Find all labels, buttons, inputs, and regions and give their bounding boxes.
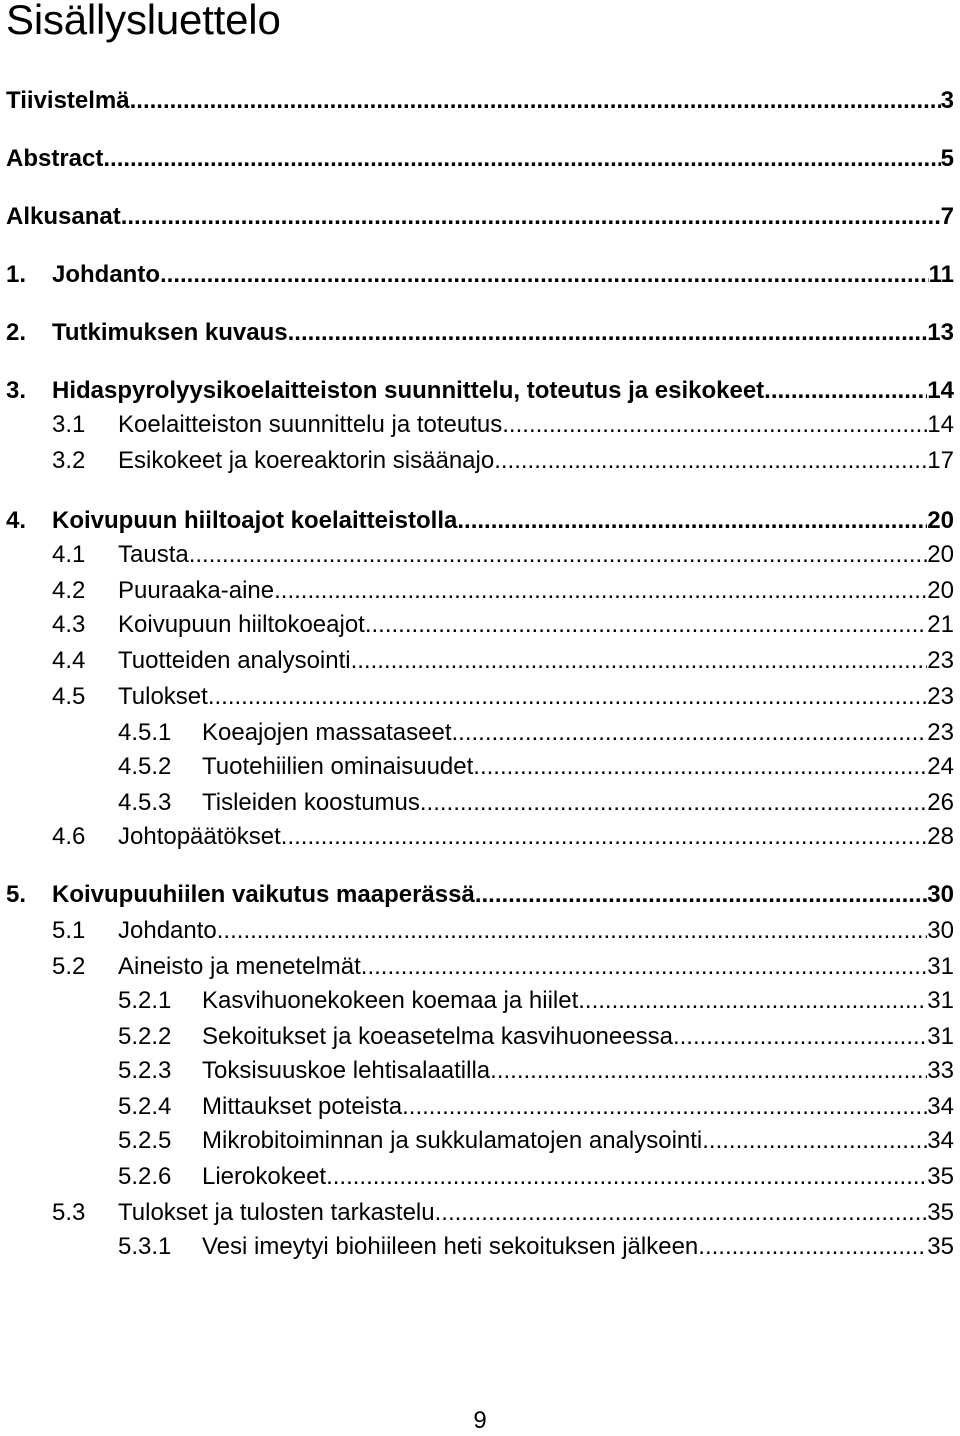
- toc-entry-number: 4.6: [52, 823, 86, 850]
- toc-entry-label: Hidaspyrolyysikoelaitteiston suunnittelu, toteutus ja esikokeet: [52, 377, 765, 404]
- toc-dot-leader: [189, 540, 928, 570]
- toc-entry-number: 4.4: [52, 647, 86, 674]
- toc-entry-label: Esikokeet ja koereaktorin sisäänajo: [118, 447, 495, 474]
- toc-entry-page: 3: [940, 87, 954, 114]
- toc-dot-leader: [361, 952, 928, 982]
- toc-dot-leader: [351, 646, 928, 676]
- toc-dot-leader: [208, 682, 927, 712]
- toc-entry-number: 3.: [6, 377, 27, 404]
- page-title: Sisällysluettelo: [6, 0, 281, 43]
- toc-entry-number: 5.2.3: [118, 1057, 172, 1084]
- toc-entry[interactable]: [52, 952, 954, 982]
- toc-entry-number: 5.2.2: [118, 1023, 172, 1050]
- toc-dot-leader: [365, 610, 927, 640]
- toc-entry-label: Kasvihuonekokeen koemaa ja hiilet: [202, 987, 579, 1014]
- toc-entry-page: 23: [927, 719, 954, 746]
- toc-entry-label: Puuraaka-aine: [118, 577, 275, 604]
- toc-entry-page: 28: [927, 823, 954, 850]
- toc-dot-leader: [475, 880, 927, 910]
- toc-entry-page: 33: [927, 1057, 954, 1084]
- toc-entry[interactable]: [6, 376, 954, 406]
- toc-entry-label: Koivupuun hiiltoajot koelaitteistolla: [52, 507, 458, 534]
- toc-entry-label: Lierokokeet: [202, 1163, 327, 1190]
- toc-entry[interactable]: [118, 788, 954, 818]
- toc-entry-number: 4.: [6, 507, 27, 534]
- toc-entry-page: 23: [927, 683, 954, 710]
- toc-entry[interactable]: [6, 318, 954, 348]
- toc-dot-leader: [578, 986, 927, 1016]
- toc-entry-page: 7: [940, 203, 954, 230]
- toc-dot-leader: [326, 1162, 927, 1192]
- toc-entry-page: 13: [927, 319, 954, 346]
- toc-entry-label: Koeajojen massataseet: [202, 719, 452, 746]
- toc-entry-page: 30: [927, 917, 954, 944]
- toc-entry-label: Koivupuun hiiltokoeajot: [118, 611, 365, 638]
- toc-dot-leader: [288, 318, 928, 348]
- toc-entry-label: Tuotteiden analysointi: [118, 647, 351, 674]
- toc-entry[interactable]: [118, 1232, 954, 1262]
- toc-entry-label: Johtopäätökset: [118, 823, 281, 850]
- toc-entry-page: 17: [927, 447, 954, 474]
- toc-dot-leader: [473, 752, 927, 782]
- toc-dot-leader: [457, 506, 927, 536]
- toc-dot-leader: [435, 1198, 928, 1228]
- toc-entry-page: 14: [927, 411, 954, 438]
- toc-entry[interactable]: [52, 1198, 954, 1228]
- toc-entry-number: 1.: [6, 261, 27, 288]
- toc-entry[interactable]: [118, 1162, 954, 1192]
- toc-entry-page: 35: [927, 1233, 954, 1260]
- toc-entry-label: Johdanto: [52, 261, 160, 288]
- toc-entry[interactable]: [52, 822, 954, 852]
- toc-dot-leader: [402, 1092, 927, 1122]
- toc-entry-number: 5.1: [52, 917, 86, 944]
- toc-entry-number: 5.2.6: [118, 1163, 172, 1190]
- toc-entry-number: 2.: [6, 319, 27, 346]
- toc-entry-label: Tausta: [118, 541, 189, 568]
- toc-dot-leader: [698, 1232, 927, 1262]
- toc-dot-leader: [702, 1126, 927, 1156]
- toc-dot-leader: [281, 822, 928, 852]
- toc-entry-label: Tulokset: [118, 683, 208, 710]
- toc-entry[interactable]: [52, 540, 954, 570]
- toc-entry[interactable]: [52, 682, 954, 712]
- toc-entry[interactable]: [6, 86, 954, 116]
- toc-entry-page: 35: [927, 1199, 954, 1226]
- toc-entry-page: 20: [927, 541, 954, 568]
- toc-dot-leader: [217, 916, 928, 946]
- toc-entry-label: Mittaukset poteista: [202, 1093, 403, 1120]
- toc-entry-number: 4.5.3: [118, 789, 172, 816]
- toc-entry[interactable]: [52, 610, 954, 640]
- toc-entry-number: 3.1: [52, 411, 86, 438]
- toc-entry-page: 11: [928, 261, 954, 288]
- toc-entry-label: Sekoitukset ja koeasetelma kasvihuoneessa: [202, 1023, 673, 1050]
- toc-entry-page: 34: [927, 1093, 954, 1120]
- toc-entry-number: 4.5: [52, 683, 86, 710]
- toc-entry[interactable]: [52, 446, 954, 476]
- toc-entry-label: Tutkimuksen kuvaus: [52, 319, 288, 346]
- toc-entry-number: 4.5.1: [118, 719, 172, 746]
- toc-entry-number: 4.3: [52, 611, 86, 638]
- toc-entry-page: 5: [940, 145, 954, 172]
- toc-entry-label: Vesi imeytyi biohiileen heti sekoituksen jälkeen: [202, 1233, 699, 1260]
- toc-entry-label: Koelaitteiston suunnittelu ja toteutus: [118, 411, 503, 438]
- toc-entry-page: 31: [927, 953, 954, 980]
- toc-entry-page: 21: [927, 611, 954, 638]
- toc-dot-leader: [502, 410, 927, 440]
- toc-entry-page: 31: [927, 1023, 954, 1050]
- toc-entry[interactable]: [6, 260, 954, 290]
- toc-entry[interactable]: [52, 916, 954, 946]
- toc-entry-label: Abstract: [6, 145, 104, 172]
- toc-entry[interactable]: [52, 646, 954, 676]
- toc-entry-number: 3.2: [52, 447, 86, 474]
- toc-entry-page: 14: [927, 377, 954, 404]
- toc-entry-page: 24: [927, 753, 954, 780]
- toc-entry-page: 31: [927, 987, 954, 1014]
- toc-entry-label: Mikrobitoiminnan ja sukkulamatojen analysointi: [202, 1127, 703, 1154]
- toc-entry-label: Aineisto ja menetelmät: [118, 953, 361, 980]
- toc-dot-leader: [274, 576, 927, 606]
- toc-entry[interactable]: [118, 1022, 954, 1052]
- toc-entry[interactable]: [118, 718, 954, 748]
- toc-entry-number: 5.2: [52, 953, 86, 980]
- toc-entry-page: 20: [927, 577, 954, 604]
- toc-dot-leader: [160, 260, 929, 290]
- toc-entry-label: Tisleiden koostumus: [202, 789, 420, 816]
- toc-entry[interactable]: [118, 1056, 954, 1086]
- toc-entry-label: Koivupuuhiilen vaikutus maaperässä: [52, 881, 475, 908]
- toc-entry[interactable]: [6, 202, 954, 232]
- toc-entry-page: 34: [927, 1127, 954, 1154]
- toc-dot-leader: [420, 788, 927, 818]
- toc-entry-page: 26: [927, 789, 954, 816]
- toc-entry[interactable]: [6, 506, 954, 536]
- toc-entry-number: 4.2: [52, 577, 86, 604]
- toc-dot-leader: [452, 718, 928, 748]
- toc-entry[interactable]: [118, 1092, 954, 1122]
- toc-entry-label: Tiivistelmä: [6, 87, 130, 114]
- toc-entry[interactable]: [6, 144, 954, 174]
- toc-entry-page: 20: [927, 507, 954, 534]
- toc-entry-label: Johdanto: [118, 917, 217, 944]
- toc-entry-number: 4.1: [52, 541, 86, 568]
- toc-entry[interactable]: [118, 986, 954, 1016]
- toc-dot-leader: [103, 144, 940, 174]
- toc-entry-label: Tulokset ja tulosten tarkastelu: [118, 1199, 435, 1226]
- toc-entry[interactable]: [52, 410, 954, 440]
- toc-entry[interactable]: [118, 752, 954, 782]
- toc-entry-number: 5.3: [52, 1199, 86, 1226]
- toc-entry-label: Toksisuuskoe lehtisalaatilla: [202, 1057, 491, 1084]
- toc-dot-leader: [764, 376, 927, 406]
- toc-entry-number: 5.2.4: [118, 1093, 172, 1120]
- toc-entry-number: 4.5.2: [118, 753, 172, 780]
- toc-entry-label: Alkusanat: [6, 203, 121, 230]
- toc-entry-page: 23: [927, 647, 954, 674]
- toc-entry-page: 30: [927, 881, 954, 908]
- toc-entry-number: 5.2.5: [118, 1127, 172, 1154]
- toc-dot-leader: [490, 1056, 927, 1086]
- toc-entry[interactable]: [52, 576, 954, 606]
- toc-dot-leader: [494, 446, 927, 476]
- toc-entry-number: 5.3.1: [118, 1233, 172, 1260]
- toc-dot-leader: [121, 202, 941, 232]
- toc-entry-number: 5.2.1: [118, 987, 172, 1014]
- toc-entry-page: 35: [927, 1163, 954, 1190]
- toc-dot-leader: [673, 1022, 927, 1052]
- toc-entry[interactable]: [118, 1126, 954, 1156]
- toc-entry-label: Tuotehiilien ominaisuudet: [202, 753, 474, 780]
- toc-entry-number: 5.: [6, 881, 27, 908]
- page-number: 9: [473, 1407, 487, 1434]
- toc-dot-leader: [130, 86, 941, 116]
- toc-entry[interactable]: [6, 880, 954, 910]
